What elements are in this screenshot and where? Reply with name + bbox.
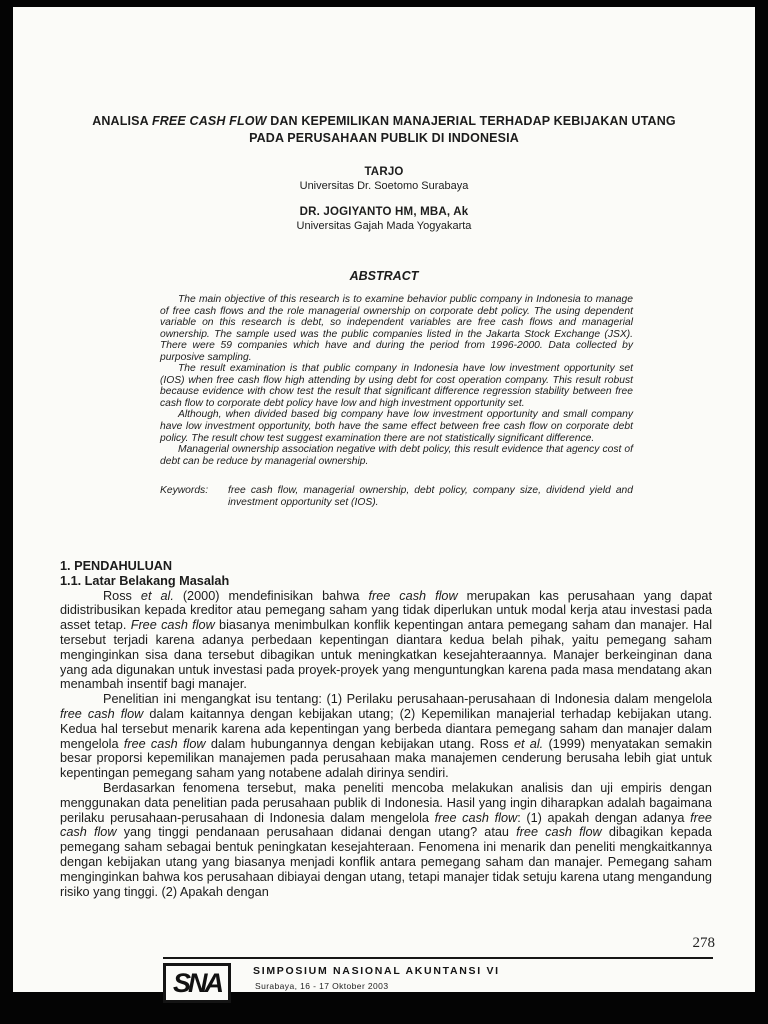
authors-block: [13, 165, 755, 233]
title-block: [13, 113, 755, 147]
text-run: merupakan kas perusahaan yang dapat didistribusikan kepada kreditor atau pemegang saham yang tidak diperlukan untuk modal kerja atau investasi pada asset tetap.: [60, 588, 713, 633]
text-run: DAN KEPEMILIKAN MANAJERIAL TERHADAP KEBIJAKAN UTANG: [266, 114, 676, 128]
text-run: free cash flow: [123, 736, 206, 751]
abstract-paragraph-4: Managerial ownership association negative with debt policy, this result evidence that agency cost of debt can be reduce by managerial ownership.: [160, 444, 633, 467]
text-run: free cash flow: [434, 810, 518, 825]
footer-divider: [163, 957, 713, 959]
paper-page: [13, 7, 755, 998]
page-number: 278: [692, 935, 715, 951]
keywords-text: free cash flow, managerial ownership, debt policy, company size, dividend yield and investment opportunity set (IOS).: [228, 485, 633, 508]
introduction-section: [60, 559, 712, 899]
author-2: [13, 205, 755, 233]
text-run: yang tinggi pendanaan perusahaan didanai dengan utang? atau: [116, 825, 517, 840]
keywords-label: Keywords:: [160, 485, 209, 497]
abstract-paragraph-1: The main objective of this research is to examine behavior public company in Indonesia to manage of free cash flows and the role managerial ownership on corporate debt policy. The using dependent variable on this research is debt, so independent variables are free cash flows and managerial ownership. The sample used was the public companies listed in the Jakarta Stock Exchange (JSX). There were 59 companies which have and during the period from 1996-2000. Data collected by purposive sampling.: [160, 294, 633, 363]
text-run: biasanya menimbulkan konflik kepentingan antara pemegang saham dan manajer. Hal tersebut terjadi karena adanya perbedaan kepentingan diantara kedua belah pihak, yaitu pemegang saham menginginkan sisa dana tersebut dibagikan untuk meningkatkan kesejahteraannya. Manajer berkeinginan dana yang ada digunakan untuk investasi pada proyek-proyek yang menguntungkan karena pada masa mendatang akan menambah insentif bagi manajer.: [60, 618, 713, 692]
text-run: Berdasarkan fenomena tersebut, maka peneliti mencoba melakukan analisis dan uji empiris dengan menggunakan data penelitian pada perusahaan publik di Indonesia. Hasil yang ingin diharapkan adalah bagaimana perilaku perusahaan-perusahaan di Indonesia dalam mengelola: [60, 780, 712, 825]
sna-logo-text: SNA: [172, 967, 221, 998]
conference-date-location: Surabaya, 16 - 17 Oktober 2003: [255, 981, 389, 991]
text-run: PADA PERUSAHAAN PUBLIK DI INDONESIA: [249, 131, 519, 145]
text-run: Free cash flow: [130, 618, 215, 633]
text-run: free cash flow: [368, 588, 458, 603]
text-run: et al.: [513, 736, 544, 751]
section-heading: 1. PENDAHULUAN: [60, 559, 173, 573]
text-run: dalam hubungannya dengan kebijakan utang. Ross: [205, 736, 514, 751]
author-2-affiliation: Universitas Gajah Mada Yogyakarta: [296, 220, 472, 232]
text-run: ANALISA: [92, 114, 152, 128]
author-1: [13, 165, 755, 193]
conference-name: SIMPOSIUM NASIONAL AKUNTANSI VI: [253, 965, 500, 977]
text-run: Ross: [103, 588, 141, 603]
body-paragraph-2: [60, 692, 712, 781]
abstract-paragraph-2: The result examination is that public company in Indonesia have low investment opportunity set (IOS) when free cash flow high attending by using debt for cost operation company. This result robust because evidence with chow test the result that significant difference regression stability between free cash flow to corporate debt policy have low and high investment opportunity set.: [160, 363, 633, 409]
author-1-name: TARJO: [364, 166, 404, 178]
abstract-paragraph-3: Although, when divided based big company have low investment opportunity and small company have low investment opportunity, both have the same effect between free cash flow on corporate debt policy. The result chow test suggest examination there are not statistically significant difference.: [160, 409, 633, 444]
body-paragraph-1: [60, 589, 712, 693]
abstract-body: [160, 294, 633, 508]
paper-title-line2: [13, 130, 755, 147]
text-run: Penelitian ini mengangkat isu tentang: (1) Perilaku perusahaan-perusahaan di Indonesia dalam mengelola: [103, 692, 712, 707]
text-run: dalam kaitannya dengan kebijakan utang; (2) Kepemilikan manajerial terhadap kebijakan utang. Kedua hal tersebut menarik karena ada kepentingan yang berbeda diantara pemegang saham dan manajer dalam mengelola: [60, 706, 712, 751]
author-1-affiliation: Universitas Dr. Soetomo Surabaya: [299, 180, 469, 192]
text-run: free cash flow: [516, 825, 602, 840]
text-run: dibagikan kepada pemegang saham sebagai bentuk peningkatan kesejahteraan. Fenomena ini menarik dan peneliti mengkaitkannya dengan kebijakan utang yang biasanya menjadi konflik antara pemegang saham dan manajer. Pemegang saham menginginkan bahwa kos perusahaan dibiayai dengan utang, tetapi manajer tidak setuju karena utang mengandung risiko yang tinggi. (2) Apakah dengan: [60, 825, 712, 899]
sna-logo: [163, 963, 231, 1003]
text-run: FREE CASH FLOW: [151, 114, 267, 128]
text-run: free cash flow: [60, 810, 712, 840]
subsection-heading: 1.1. Latar Belakang Masalah: [60, 573, 230, 588]
abstract-heading: ABSTRACT: [349, 269, 419, 283]
author-2-name: DR. JOGIYANTO HM, MBA, Ak: [299, 206, 469, 218]
text-run: : (1) apakah dengan adanya: [517, 810, 691, 825]
text-run: (1999) menyatakan semakin besar proporsi kepemilikan manajemen pada perusahaan maka manajemen cenderung berusaha lebih giat untuk kepentingan pemegang saham yang notabene adalah dirinya sendiri.: [60, 736, 713, 781]
text-run: free cash flow: [60, 706, 144, 721]
text-run: (2000) mendefinisikan bahwa: [173, 588, 369, 603]
body-paragraph-3: [60, 781, 712, 899]
text-run: et al.: [140, 588, 174, 603]
keywords-line: [160, 485, 633, 508]
paper-title-line1: [13, 113, 755, 130]
